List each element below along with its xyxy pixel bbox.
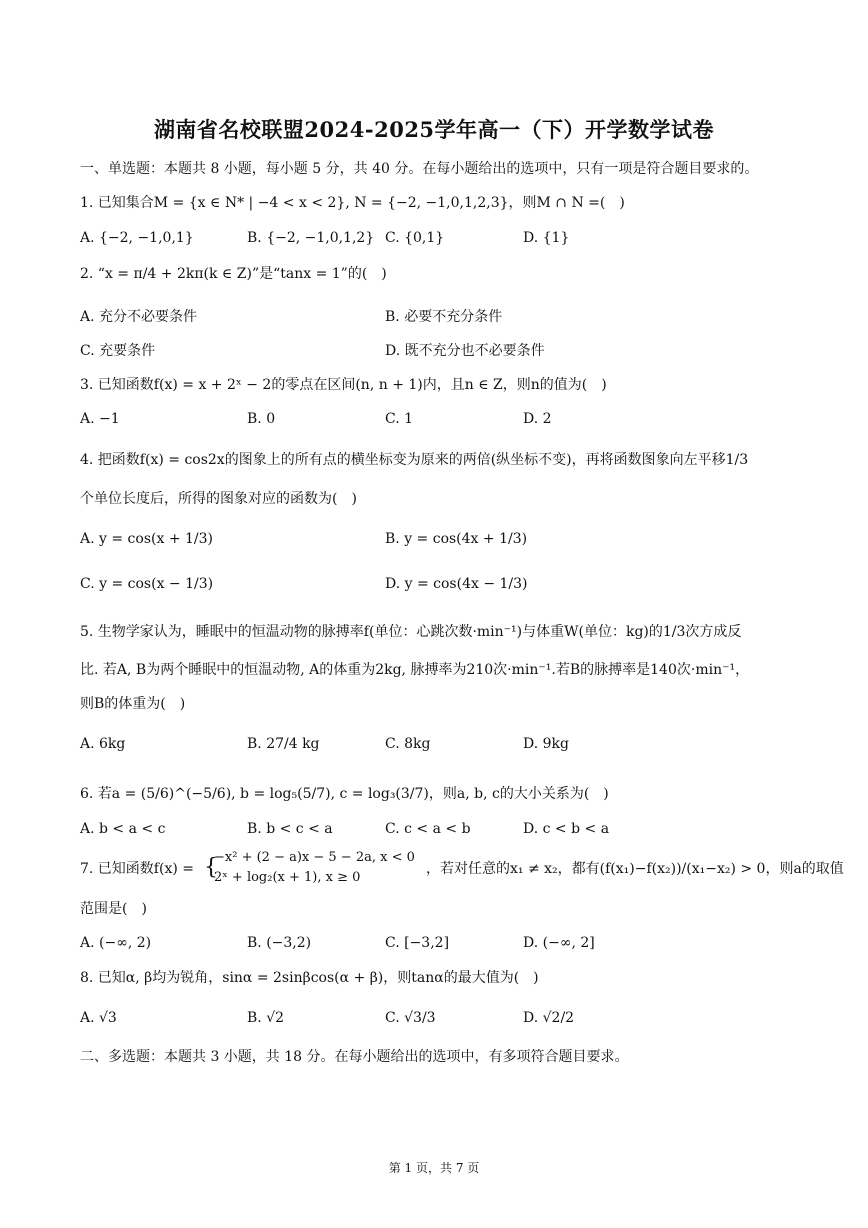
q2-option-c: C. 充要条件 — [80, 343, 156, 359]
question-8-stem: 8. 已知α, β均为锐角，sinα = 2sinβcos(α + β)，则tanα的最大值为( ) — [80, 970, 539, 986]
page-title: 湖南省名校联盟2024-2025学年高一（下）开学数学试卷 — [153, 117, 715, 142]
q3-option-b: B. 0 — [247, 411, 276, 427]
question-7-stem-pre: 7. 已知函数f(x) = — [80, 861, 194, 877]
q7-option-b: B. (−3,2) — [247, 935, 312, 951]
question-4-stem-line1: 4. 把函数f(x) = cos2x的图象上的所有点的横坐标变为原来的两倍(纵坐标不变)，再将函数图象向左平移1/3 — [80, 452, 749, 468]
question-3-stem: 3. 已知函数f(x) = x + 2ˣ − 2的零点在区间(n, n + 1)内，且n ∈ Z，则n的值为( ) — [80, 377, 607, 393]
q8-option-a: A. √3 — [80, 1010, 117, 1026]
q2-option-a: A. 充分不必要条件 — [80, 309, 198, 325]
q8-option-c: C. √3/3 — [385, 1010, 436, 1026]
question-5-stem-line2: 比. 若A, B为两个睡眠中的恒温动物, A的体重为2kg, 脉搏率为210次·min⁻¹.若B的脉搏率是140次·min⁻¹， — [80, 662, 750, 678]
q5-option-c: C. 8kg — [385, 736, 431, 752]
q7-piece-1: −x² + (2 − a)x − 5 − 2a, x < 0 — [214, 850, 415, 865]
q3-option-c: C. 1 — [385, 411, 414, 427]
q7-option-d: D. (−∞, 2] — [523, 935, 595, 951]
q7-piece-2: 2ˣ + log₂(x + 1), x ≥ 0 — [214, 870, 361, 885]
q4-option-b: B. y = cos(4x + 1/3) — [385, 531, 528, 547]
q4-option-c: C. y = cos(x − 1/3) — [80, 576, 214, 592]
q3-option-d: D. 2 — [523, 411, 552, 427]
q3-option-a: A. −1 — [80, 411, 120, 427]
q1-option-b: B. {−2, −1,0,1,2} — [247, 230, 375, 246]
question-6-stem: 6. 若a = (5/6)^(−5/6), b = log₅(5/7), c = log₃(3/7)，则a, b, c的大小关系为( ) — [80, 786, 609, 802]
q8-option-d: D. √2/2 — [523, 1010, 575, 1026]
section-1-heading: 一、单选题：本题共 8 小题，每小题 5 分，共 40 分。在每小题给出的选项中，只有一项是符合题目要求的。 — [80, 161, 759, 177]
question-5-stem-line1: 5. 生物学家认为，睡眠中的恒温动物的脉搏率f(单位：心跳次数·min⁻¹)与体重W(单位：kg)的1/3次方成反 — [80, 624, 742, 640]
q2-option-d: D. 既不充分也不必要条件 — [385, 343, 545, 359]
q6-option-b: B. b < c < a — [247, 821, 333, 837]
q1-option-d: D. {1} — [523, 230, 570, 246]
q4-option-a: A. y = cos(x + 1/3) — [80, 531, 213, 547]
q1-option-c: C. {0,1} — [385, 230, 445, 246]
q6-option-c: C. c < a < b — [385, 821, 471, 837]
question-4-stem-line2: 个单位长度后，所得的图象对应的函数为( ) — [80, 491, 357, 507]
q5-option-a: A. 6kg — [80, 736, 126, 752]
q5-option-b: B. 27/4 kg — [247, 736, 320, 752]
q8-option-b: B. √2 — [247, 1010, 285, 1026]
question-5-stem-line3: 则B的体重为( ) — [80, 696, 186, 712]
page-footer: 第 1 页，共 7 页 — [388, 1161, 480, 1175]
piecewise-brace: { — [204, 855, 218, 880]
question-7-stem-post: ，若对任意的x₁ ≠ x₂，都有(f(x₁)−f(x₂))/(x₁−x₂) > 0，则a的取值 — [426, 861, 844, 877]
question-2-stem: 2. “x = π/4 + 2kπ(k ∈ Z)”是“tanx = 1”的( ) — [80, 266, 387, 282]
q6-option-d: D. c < b < a — [523, 821, 610, 837]
q7-option-c: C. [−3,2] — [385, 935, 450, 951]
q4-option-d: D. y = cos(4x − 1/3) — [385, 576, 528, 592]
q5-option-d: D. 9kg — [523, 736, 569, 752]
section-2-heading: 二、多选题：本题共 3 小题，共 18 分。在每小题给出的选项中，有多项符合题目要求。 — [80, 1049, 629, 1065]
q2-option-b: B. 必要不充分条件 — [385, 309, 503, 325]
q7-option-a: A. (−∞, 2) — [80, 935, 152, 951]
question-7-stem-line2: 范围是( ) — [80, 901, 147, 917]
q1-option-a: A. {−2, −1,0,1} — [80, 230, 194, 246]
q6-option-a: A. b < a < c — [80, 821, 166, 837]
question-1-stem: 1. 已知集合M = {x ∈ N* | −4 < x < 2}, N = {−2, −1,0,1,2,3}，则M ∩ N =( ) — [80, 195, 625, 211]
